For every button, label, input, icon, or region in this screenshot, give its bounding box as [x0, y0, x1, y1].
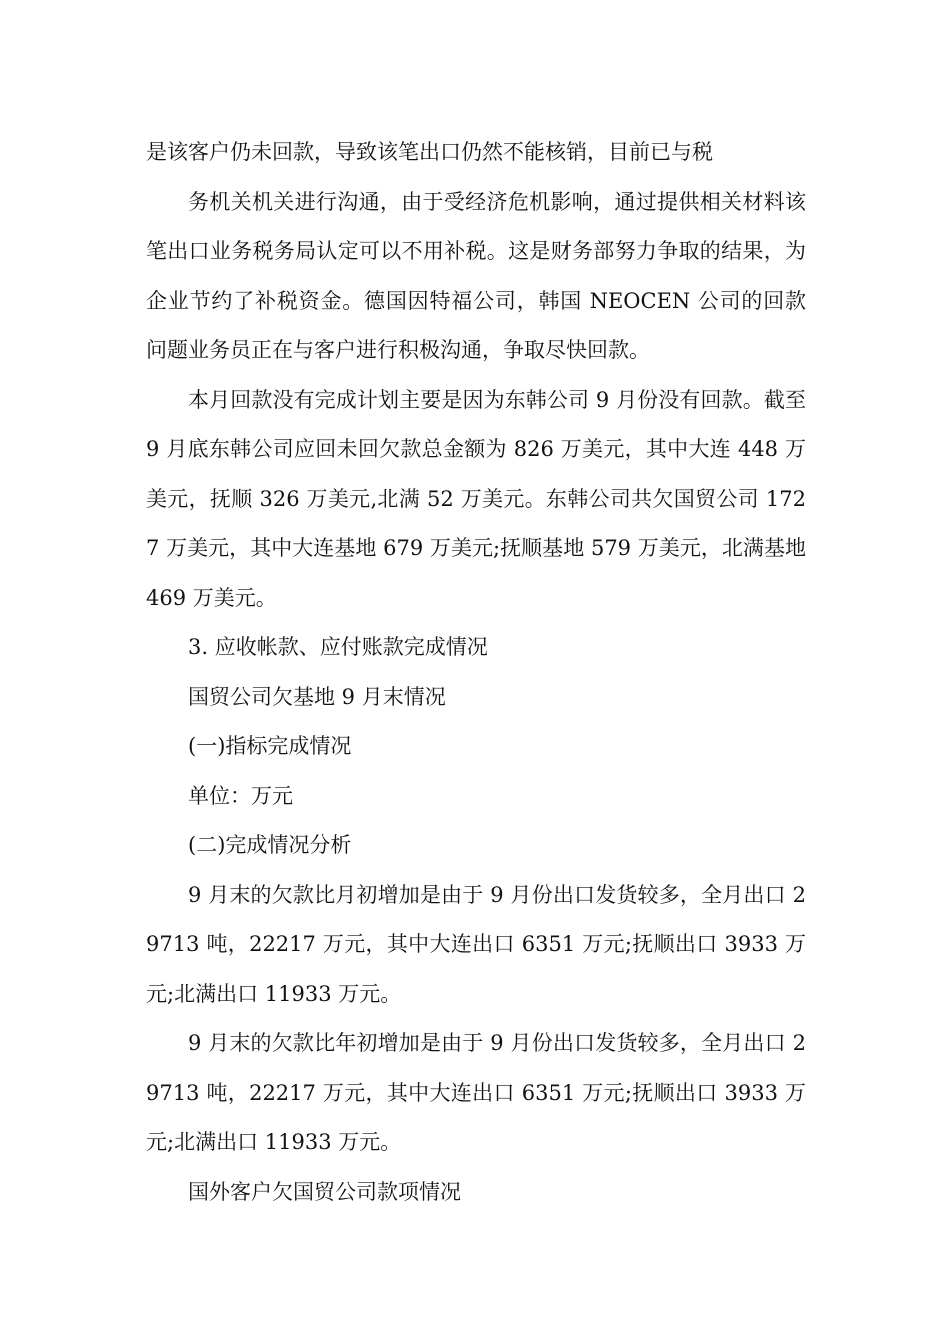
unit-label: 单位：万元: [188, 783, 293, 808]
subheading-foreign-customers: 国外客户欠国贸公司款项情况: [188, 1179, 461, 1204]
subheading-owed-to-base: 国贸公司欠基地 9 月末情况: [188, 684, 446, 709]
paragraph-vs-year-start: 9 月末的欠款比年初增加是由于 9 月份出口发货较多，全月出口 29713 吨，22217 万元，其中大连出口 6351 万元;抚顺出口 3933 万元;北满出口 11933 万元。: [146, 1031, 806, 1154]
paragraph-vs-month-start: 9 月末的欠款比月初增加是由于 9 月份出口发货较多，全月出口 29713 吨，22217 万元，其中大连出口 6351 万元;抚顺出口 3933 万元;北满出口 11933 万元。: [146, 882, 806, 1006]
subheading-analysis: (二)完成情况分析: [188, 833, 352, 857]
document-page: [146, 128, 806, 1217]
paragraph-payment-shortfall: 本月回款没有完成计划主要是因为东韩公司 9 月份没有回款。截至 9 月底东韩公司应回未回欠款总金额为 826 万美元，其中大连 448 万美元，抚顺 326 万美元,北满 52 万美元。东韩公司共欠国贸公司 1727 万美元，其中大连基地 679 万美元;抚顺基地 579 万美元，北满基地 469 万美元。: [146, 387, 806, 610]
subheading-indicators: (一)指标完成情况: [188, 734, 352, 758]
section-heading-receivables: 3. 应收帐款、应付账款完成情况: [188, 635, 488, 659]
paragraph-tax-communication: 务机关机关进行沟通，由于受经济危机影响，通过提供相关材料该笔出口业务税务局认定可以不用补税。这是财务部努力争取的结果，为企业节约了补税资金。德国因特福公司，韩国 NEOCEN 公司的回款问题业务员正在与客户进行积极沟通，争取尽快回款。: [146, 189, 806, 362]
paragraph-continuation: 是该客户仍未回款，导致该笔出口仍然不能核销，目前已与税: [146, 140, 713, 164]
